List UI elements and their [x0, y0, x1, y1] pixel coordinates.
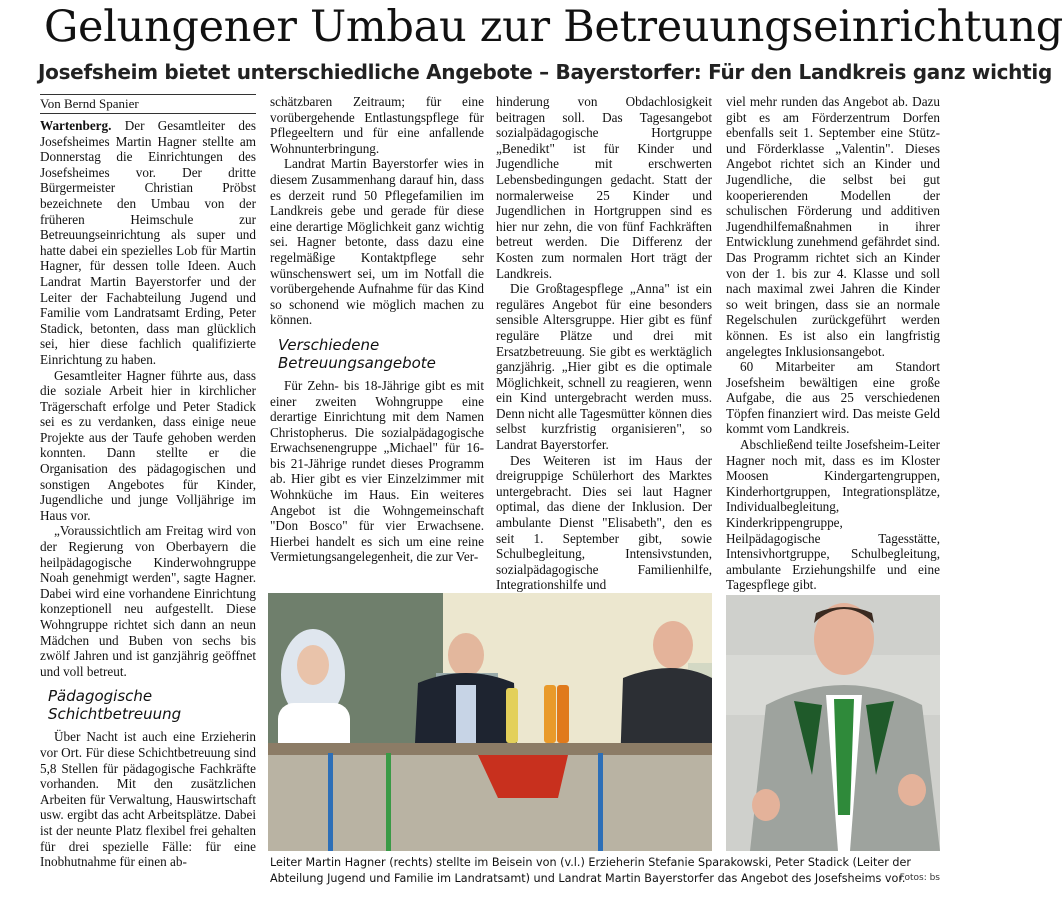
portrait-photo-illustration — [726, 595, 940, 851]
paragraph: schätzbaren Zeitraum; für eine vorübergehende Entlastungspflege für Pflegeeltern und für eine anfallende Wohnunterbringung. — [270, 94, 484, 156]
section-heading: Pädagogische Schichtbetreuung — [48, 687, 182, 724]
article-column-3 — [496, 94, 712, 593]
paragraph: 60 Mitarbeiter am Standort Josefsheim bewältigen eine große Aufgabe, die aus 25 verschiedenen Töpfen finanziert wird. Das meiste Geld kommt vom Landkreis. — [726, 359, 940, 437]
group-photo — [268, 593, 712, 851]
byline: Von Bernd Spanier — [40, 94, 256, 114]
group-photo-illustration — [268, 593, 712, 851]
article-column-4 — [726, 94, 940, 593]
paragraph: Für Zehn- bis 18-Jährige gibt es mit einer zweiten Wohngruppe eine derartige Einrichtung mit dem Namen Christopherus. Die sozialpädagogische Erwachsenengruppe „Michael" für 16- bis 21-Jährige rundet dieses Programm ab. Hier gibt es vier Einzelzimmer mit Wohnküche im Haus. Ein weiteres Angebot ist die Wohngemeinschaft "Don Bosco" für vier Erwachsene. Hierbei handelt es sich um eine reine Vermietungsangelegenheit, die zur Ver- — [270, 377, 484, 565]
paragraph: Landrat Martin Bayerstorfer wies in diesem Zusammenhang darauf hin, dass es derzeit rund 50 Pflegefamilien im Landkreis gebe und gerade für diese eine derartige Möglichkeit ganz wichtig sei. Hagner betonte, dass dazu eine regelmäßige Kontaktpflege sehr wünschenswert sei, um im Notfall die vorübergehende Aufnahme für das Kind so schonend wie möglich machen zu können. — [270, 156, 484, 328]
subheadline: Josefsheim bietet unterschiedliche Angebote – Bayerstorfer: Für den Landkreis ganz wichtig — [38, 60, 1052, 84]
paragraph: Über Nacht ist auch eine Erzieherin vor Ort. Für diese Schichtbetreuung sind 5,8 Stellen für pädagogische Fachkräfte vorhanden. Mit den zusätzlichen Arbeiten für Verwaltung, Hauswirtschaft usw. ergibt das acht Arbeitsplätze. Dabei ist der neunte Platz flexibel frei gehalten für drei spezielle Fälle: für eine Inobhutnahme für einen ab- — [40, 729, 256, 870]
paragraph: viel mehr runden das Angebot ab. Dazu gibt es am Förderzentrum Dorfen ebenfalls seit 1. September eine Stütz- und Förderklasse „Valentin". Dieses Angebot richtet sich an Kinder und Jugendliche, die selbst bei gut kooperierenden Modellen der schulischen Förderung und additiven Jugendhilfemaßnahmen in ihrer Entwicklung zunehmend gefährdet sind. Das Programm richtet sich an Kinder von der 1. bis zur 4. Klasse und soll nach maximal zwei Jahren die Kinder so weit bringen, dass sie an normale Regelschulen zurückgeführt werden können. Es ist also ein langfristig angelegtes Inklusionsangebot. — [726, 94, 940, 359]
article-column-1 — [40, 118, 256, 870]
photo-caption: Leiter Martin Hagner (rechts) stellte im Beisein von (v.l.) Erzieherin Stefanie Sparakowski, Peter Stadick (Leiter der Abteilung Jugend und Familie im Landratsamt) und Landrat Martin Bayerstorfer das Angebot des Josefsheims vor. — [270, 856, 911, 885]
dateline: Wartenberg. — [40, 118, 112, 133]
section-heading: Verschiedene Betreuungsangebote — [278, 335, 436, 372]
paragraph-text: Der Gesamtleiter des Josefsheimes Martin Hagner stellte am Donnerstag die Einrichtungen des Josefsheimes vor. Der dritte Bürgermeister Christian Pröbst bezeichnete den Umbau von der früheren Heimschule zur Betreuungseinrichtung als super und hatte dabei ein spezielles Lob für Martin Hagner, für dessen tolle Ideen. Auch Landrat Martin Bayerstorfer und der Leiter der Fachabteilung Jugend und Familie vom Landratsamt Erding, Peter Stadick, betonten, dass man glücklich sei, hier diese fachlich qualifizierte Einrichtung zu haben. — [40, 118, 256, 367]
paragraph — [40, 118, 256, 368]
paragraph: Gesamtleiter Hagner führte aus, dass die soziale Arbeit hier in kirchlicher Trägerschaft erfolge und Peter Stadick sei es zu verdanken, dass einige neue Projekte aus der Taufe gehoben werden konnten. Dann stellte er die Organisation des pädagogischen und sonstigen Angebotes für Kinder, Jugendliche und junge Volljährige im Haus vor. — [40, 367, 256, 523]
portrait-photo — [726, 595, 940, 851]
paragraph: Abschließend teilte Josefsheim-Leiter Hagner noch mit, dass es im Kloster Moosen Kindergartengruppen, Kinderhortgruppen, Integrationsplätze, Individualbegleitung, Kinderkrippengruppe, Heilpädagogische Tagesstätte, Intensivhortgruppe, Schulbegleitung, ambulante Erziehungshilfe und eine Tagespflege gibt. — [726, 437, 940, 593]
paragraph: „Voraussichtlich am Freitag wird von der Regierung von Oberbayern die heilpädagogische Kinderwohngruppe Noah genehmigt werden", sagte Hagner. Dabei wird eine vorhandene Einrichtung konzeptionell neu aufgestellt. Diese Wohngruppe richtet sich dann an neun Mädchen und Buben von sechs bis zwölf Jahren und ist ganzjährig geöffnet und voll betreut. — [40, 523, 256, 679]
paragraph: Die Großtagespflege „Anna" ist ein reguläres Angebot für eine besonders sensible Altersgruppe. Hier gibt es fünf reguläre Plätze und drei mit Ersatzbetreuung. Sie gibt es werktäglich ganzjährig. „Hier gibt es die optimale Möglichkeit, schnell zu reagieren, wenn ein Kind untergebracht werden muss. Denn nicht alle Tagesmütter können dies selbst kurzfristig organisieren", so Landrat Bayerstorfer. — [496, 281, 712, 453]
headline: Gelungener Umbau zur Betreuungseinrichtung — [44, 2, 1063, 52]
article-column-2 — [270, 94, 484, 565]
paragraph: Des Weiteren ist im Haus der dreigruppige Schülerhort des Marktes untergebracht. Dies sei laut Hagner optimal, das diene der Inklusion. Der ambulante Dienst "Elisabeth", den es seit 1. September gibt, sowie Schulbegleitung, Intensivstunden, sozialpädagogische Familienhilfe, Integrationshilfe und — [496, 452, 712, 593]
paragraph: hinderung von Obdachlosigkeit beitragen soll. Das Tagesangebot sozialpädagogische Hortgruppe „Benedikt" ist für Kinder und Jugendliche mit erschwerten Lebensbedingungen gedacht. Statt der normalerweise 25 Kinder und Jugendlichen in Hortgruppen sind es hier nur zehn, die von fünf Fachkräften betreut werden. Die Differenz der Kosten zum normalen Hort trägt der Landkreis. — [496, 94, 712, 281]
photo-credit: Fotos: bs — [899, 873, 940, 883]
